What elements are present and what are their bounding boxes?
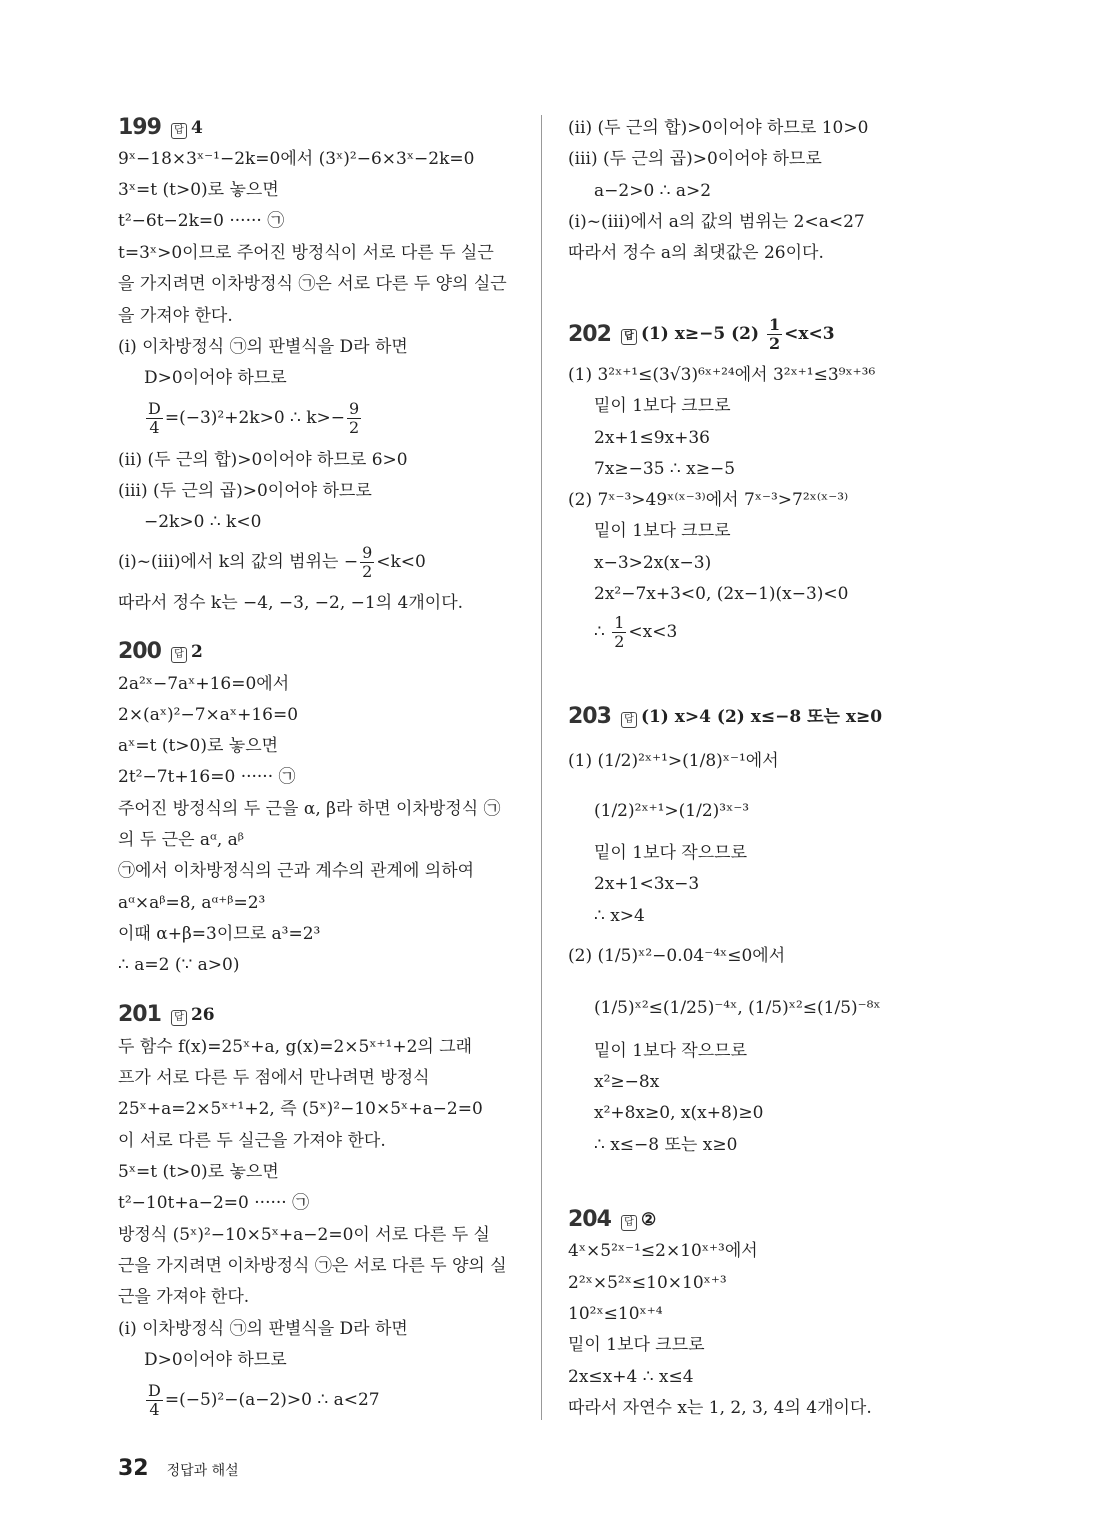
- problem-202-header: [568, 316, 835, 353]
- answer: 답 (1) x≥−5 (2) $\frac{1}{2}$ <x<3: [621, 316, 835, 353]
- answer-badge-icon: 답: [171, 647, 187, 663]
- text-line: x²≥−8x: [594, 1072, 660, 1092]
- text-line: t²−10t+a−2=0 ······ ㉠: [118, 1193, 310, 1213]
- text-line: (ⅰ) 이차방정식 ㉠의 판별식을 D라 하면: [118, 1319, 408, 1339]
- answer-badge-icon: 답: [621, 712, 637, 728]
- text-line: 4ˣ×5²ˣ⁻¹≤2×10ˣ⁺³에서: [568, 1241, 758, 1261]
- text-line: 밑이 1보다 크므로: [568, 1335, 705, 1355]
- formula-line: $\frac{D}{4}$ =(−3)²+2k>0 ∴ k>− $\frac{9}{2}$: [148, 399, 360, 437]
- text-line: (2) 7ˣ⁻³>49ˣ⁽ˣ⁻³⁾에서 7ˣ⁻³>7²ˣ⁽ˣ⁻³⁾: [568, 490, 849, 510]
- text-line: 2x+1≤9x+36: [594, 428, 710, 448]
- page-footer: [118, 1456, 239, 1481]
- text-line: 2²ˣ×5²ˣ≤10×10ˣ⁺³: [568, 1273, 727, 1293]
- text-line: −2k>0 ∴ k<0: [144, 512, 262, 532]
- text-line: aᵅ×aᵝ=8, aᵅ⁺ᵝ=2³: [118, 893, 266, 913]
- problem-number: 199: [118, 115, 161, 140]
- text-line: 주어진 방정식의 두 근을 α, β라 하면 이차방정식 ㉠: [118, 799, 501, 819]
- fraction: $\frac{9}{2}$: [349, 399, 360, 437]
- text-line: ㉠에서 이차방정식의 근과 계수의 관계에 의하여: [118, 861, 475, 881]
- formula-line: (ⅰ)~(ⅲ)에서 k의 값의 범위는 − $\frac{9}{2}$ <k<0: [118, 543, 426, 581]
- text-line: 25ˣ+a=2×5ˣ⁺¹+2, 즉 (5ˣ)²−10×5ˣ+a−2=0: [118, 1099, 483, 1119]
- text-line: ∴ x≤−8 또는 x≥0: [594, 1135, 738, 1155]
- text-line: (ⅰ) 이차방정식 ㉠의 판별식을 D라 하면: [118, 337, 408, 357]
- problem-200-header: [118, 641, 203, 663]
- fraction: $\frac{9}{2}$: [362, 543, 373, 581]
- problem-number: 204: [568, 1207, 611, 1232]
- answer: 2: [190, 642, 203, 662]
- column-divider: [541, 115, 542, 1420]
- text-line: (1) 3²ˣ⁺¹≤(3√3)⁶ˣ⁺²⁴에서 3²ˣ⁺¹≤3⁹ˣ⁺³⁶: [568, 365, 876, 385]
- text-line: 따라서 자연수 x는 1, 2, 3, 4의 4개이다.: [568, 1398, 872, 1418]
- answer: ②: [640, 1210, 657, 1230]
- text-line: 방정식 (5ˣ)²−10×5ˣ+a−2=0이 서로 다른 두 실: [118, 1225, 490, 1245]
- text-line: (1) (1/2)²ˣ⁺¹>(1/8)ˣ⁻¹에서: [568, 751, 779, 771]
- text-line: (ⅱ) (두 근의 합)>0이어야 하므로 6>0: [118, 450, 408, 470]
- problem-199-header: [118, 117, 203, 139]
- text-line: (1/2)²ˣ⁺¹>(1/2)³ˣ⁻³: [594, 801, 750, 821]
- text-line: (ⅱ) (두 근의 합)>0이어야 하므로 10>0: [568, 118, 869, 138]
- text-line: 밑이 1보다 크므로: [594, 521, 731, 541]
- page-number: 32: [118, 1456, 149, 1481]
- fraction: $\frac{D}{4}$: [148, 1381, 161, 1419]
- text-line: x−3>2x(x−3): [594, 553, 712, 573]
- text-line: aˣ=t (t>0)로 놓으면: [118, 736, 279, 756]
- answer-badge-icon: 답: [621, 1215, 637, 1231]
- answer-badge-icon: 답: [621, 329, 637, 345]
- text-line: 따라서 정수 a의 최댓값은 26이다.: [568, 243, 824, 263]
- text-line: 2×(aˣ)²−7×aˣ+16=0: [118, 705, 299, 725]
- text-line: 이 서로 다른 두 실근을 가져야 한다.: [118, 1131, 386, 1151]
- text-line: 이때 α+β=3이므로 a³=2³: [118, 924, 321, 944]
- text-line: 9ˣ−18×3ˣ⁻¹−2k=0에서 (3ˣ)²−6×3ˣ−2k=0: [118, 149, 475, 169]
- text-line: (ⅲ) (두 근의 곱)>0이어야 하므로: [118, 481, 372, 501]
- answer: (1) x>4 (2) x≤−8 또는 x≥0: [640, 707, 883, 727]
- text-line: 의 두 근은 aᵅ, aᵝ: [118, 830, 244, 850]
- text-line: ∴ x>4: [594, 906, 645, 926]
- formula-line: ∴ $\frac{1}{2}$ <x<3: [594, 613, 678, 651]
- problem-number: 203: [568, 704, 611, 729]
- problem-203-header: [568, 706, 882, 728]
- text-line: x²+8x≥0, x(x+8)≥0: [594, 1103, 764, 1123]
- fraction: $\frac{1}{2}$: [614, 613, 625, 651]
- text-line: 2t²−7t+16=0 ······ ㉠: [118, 767, 296, 787]
- formula-line: $\frac{D}{4}$ =(−5)²−(a−2)>0 ∴ a<27: [148, 1381, 380, 1419]
- answer: 26: [190, 1005, 215, 1025]
- text-line: 근을 가지려면 이차방정식 ㉠은 서로 다른 두 양의 실: [118, 1256, 507, 1276]
- fraction: $\frac{D}{4}$: [148, 399, 161, 437]
- text-line: a−2>0 ∴ a>2: [594, 181, 712, 201]
- text-line: 5ˣ=t (t>0)로 놓으면: [118, 1162, 279, 1182]
- text-line: t²−6t−2k=0 ······ ㉠: [118, 211, 285, 231]
- problem-number: 202: [568, 321, 611, 347]
- text-line: (ⅲ) (두 근의 곱)>0이어야 하므로: [568, 149, 822, 169]
- text-line: 을 가지려면 이차방정식 ㉠은 서로 다른 두 양의 실근: [118, 274, 507, 294]
- problem-number: 201: [118, 1002, 161, 1027]
- text-line: (2) (1/5)ˣ²−0.04⁻⁴ˣ≤0에서: [568, 946, 786, 966]
- text-line: 2x≤x+4 ∴ x≤4: [568, 1367, 694, 1387]
- text-line: D>0이어야 하므로: [144, 368, 287, 388]
- text-line: (ⅰ)~(ⅲ)에서 a의 값의 범위는 2<a<27: [568, 212, 865, 232]
- text-line: ∴ a=2 (∵ a>0): [118, 955, 240, 975]
- text-line: (1/5)ˣ²≤(1/25)⁻⁴ˣ, (1/5)ˣ²≤(1/5)⁻⁸ˣ: [594, 998, 881, 1018]
- answer-badge-icon: 답: [171, 1010, 187, 1026]
- problem-201-header: [118, 1004, 215, 1026]
- text-line: 따라서 정수 k는 −4, −3, −2, −1의 4개이다.: [118, 593, 464, 613]
- text-line: t=3ˣ>0이므로 주어진 방정식이 서로 다른 두 실근: [118, 243, 494, 263]
- text-line: 을 가져야 한다.: [118, 306, 233, 326]
- text-line: 2x²−7x+3<0, (2x−1)(x−3)<0: [594, 584, 849, 604]
- problem-number: 200: [118, 639, 161, 664]
- text-line: 밑이 1보다 작으므로: [594, 1041, 747, 1061]
- answer-badge-icon: 답: [171, 123, 187, 139]
- problem-204-header: [568, 1209, 656, 1231]
- text-line: 10²ˣ≤10ˣ⁺⁴: [568, 1304, 663, 1324]
- text-line: D>0이어야 하므로: [144, 1350, 287, 1370]
- text-line: 7x≥−35 ∴ x≥−5: [594, 459, 736, 479]
- text-line: 3ˣ=t (t>0)로 놓으면: [118, 180, 279, 200]
- text-line: 프가 서로 다른 두 점에서 만나려면 방정식: [118, 1068, 430, 1088]
- text-line: 2x+1<3x−3: [594, 874, 700, 894]
- text-line: 밑이 1보다 크므로: [594, 396, 731, 416]
- text-line: 2a²ˣ−7aˣ+16=0에서: [118, 674, 290, 694]
- footer-label: 정답과 해설: [166, 1463, 239, 1479]
- text-line: 근을 가져야 한다.: [118, 1287, 250, 1307]
- text-line: 두 함수 f(x)=25ˣ+a, g(x)=2×5ˣ⁺¹+2의 그래: [118, 1037, 473, 1057]
- answer: 4: [190, 118, 203, 138]
- text-line: 밑이 1보다 작으므로: [594, 843, 747, 863]
